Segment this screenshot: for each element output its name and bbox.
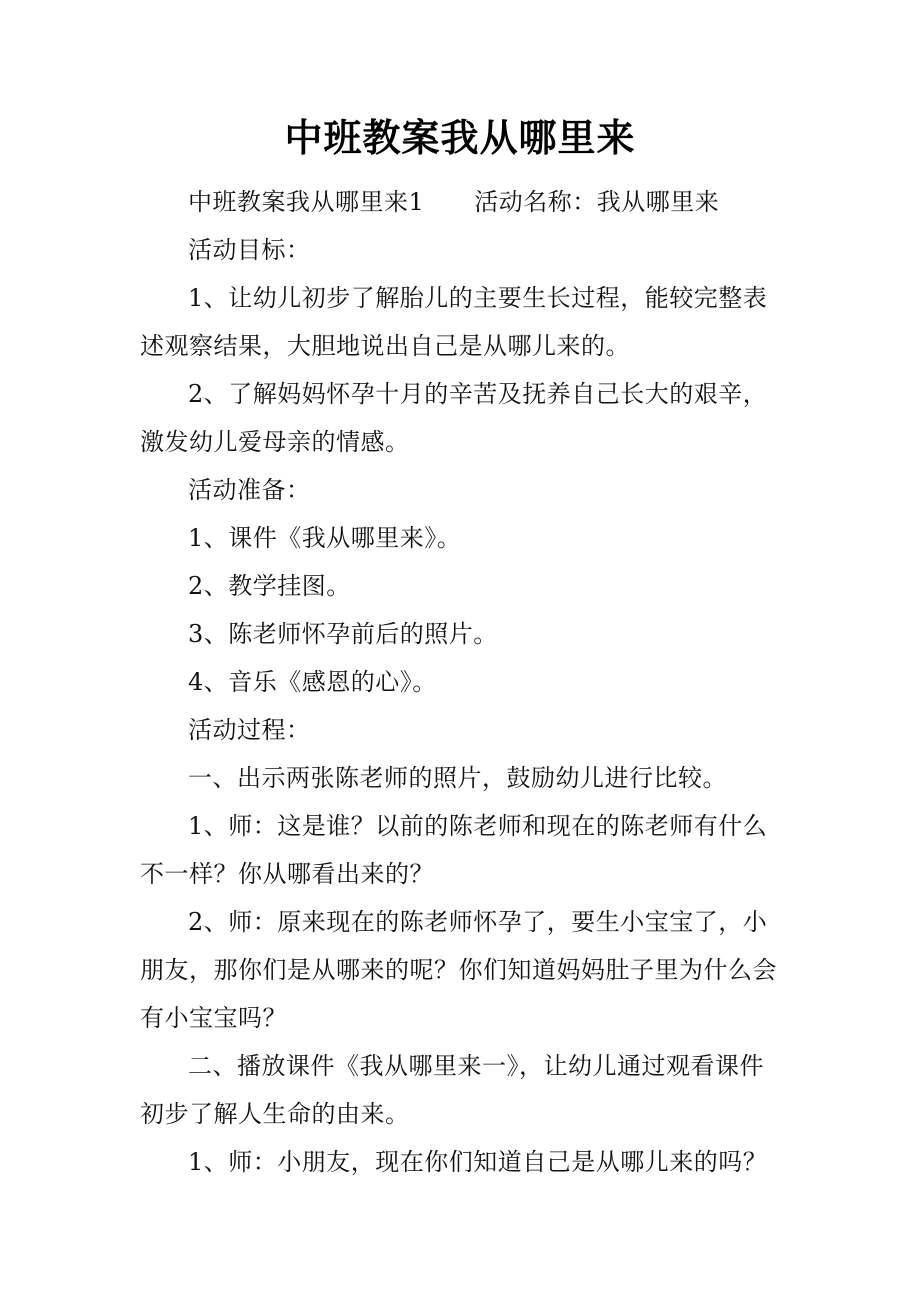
paragraph-step-2: 二、播放课件《我从哪里来一》，让幼儿通过观看课件初步了解人生命的由来。: [140, 1052, 764, 1128]
paragraph-step-1-question-1: 1、师：这是谁？以前的陈老师和现在的陈老师有什么不一样？你从哪看出来的？: [140, 812, 768, 888]
document-body: [140, 178, 784, 1186]
paragraph-step-1: 一、出示两张陈老师的照片，鼓励幼儿进行比较。: [188, 764, 727, 792]
paragraph-preparation-heading: 活动准备：: [188, 476, 311, 504]
paragraph-activity-goals-heading: 活动目标：: [188, 236, 311, 264]
paragraph-preparation-2: 2、教学挂图。: [188, 572, 351, 600]
paragraph-process-heading: 活动过程：: [188, 716, 311, 744]
paragraph-step-2-question-1: 1、师：小朋友，现在你们知道自己是从哪儿来的吗？: [188, 1148, 768, 1176]
first-line-part-2: 活动名称：我从哪里来: [474, 188, 720, 216]
paragraph-preparation-4: 4、音乐《感恩的心》。: [188, 668, 437, 696]
paragraph-step-1-question-2: 2、师：原来现在的陈老师怀孕了，要生小宝宝了，小朋友，那你们是从哪来的呢？你们知道妈妈肚子里为什么会有小宝宝吗？: [140, 908, 777, 1032]
first-line-part-1: 中班教案我从哪里来1: [188, 188, 425, 216]
document-title: 中班教案我从哪里来: [284, 116, 636, 160]
first-line: [140, 178, 784, 226]
paragraph-preparation-1: 1、课件《我从哪里来》。: [188, 524, 462, 552]
paragraph-preparation-3: 3、陈老师怀孕前后的照片。: [188, 620, 498, 648]
paragraph-goal-1: 1、让幼儿初步了解胎儿的主要生长过程，能较完整表述观察结果，大胆地说出自己是从哪儿来的。: [140, 284, 768, 360]
paragraph-goal-2: 2、了解妈妈怀孕十月的辛苦及抚养自己长大的艰辛，激发幼儿爱母亲的情感。: [140, 380, 768, 456]
